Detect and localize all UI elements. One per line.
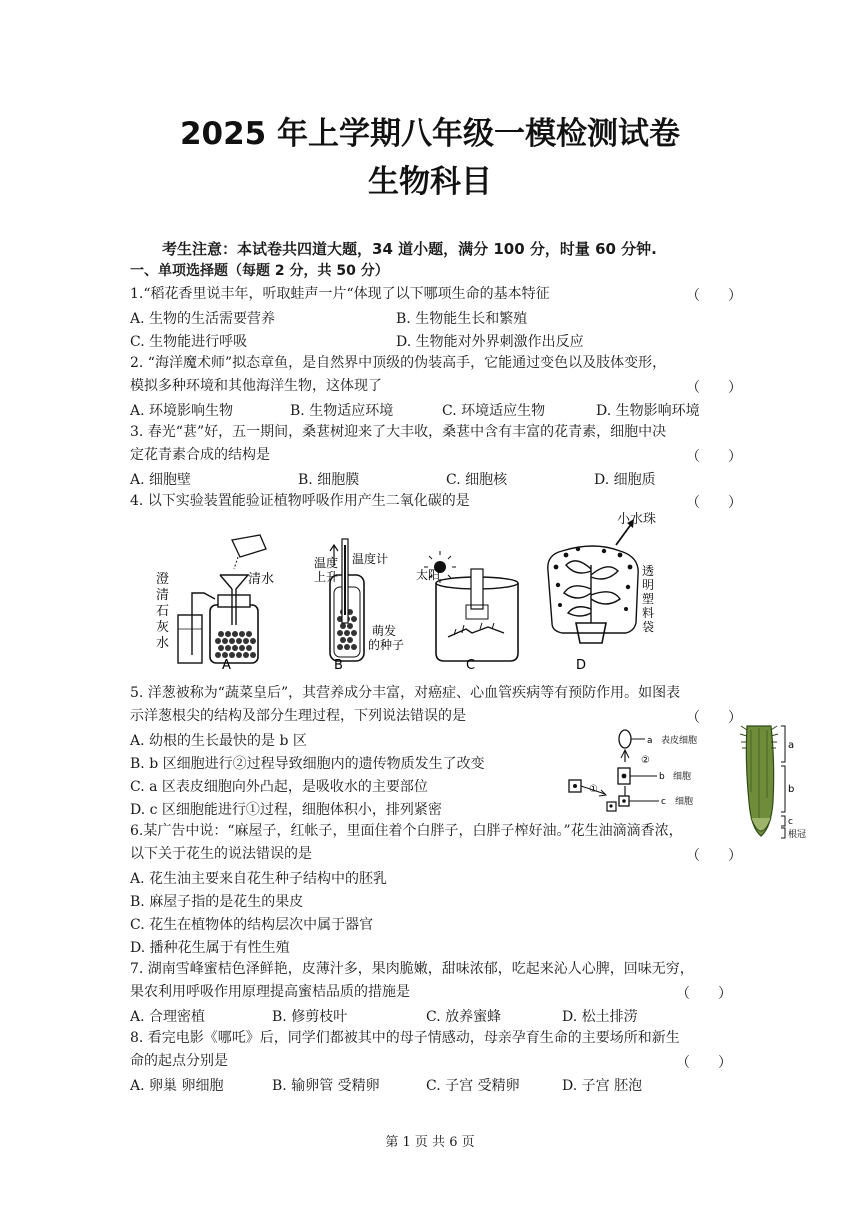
fig-a-label: A: [222, 658, 231, 673]
fig-d-bag-5: 袋: [642, 620, 655, 634]
zone-brackets: [781, 726, 785, 838]
zone-a-marker: a: [647, 736, 653, 746]
q2-answer-paren: （ ）: [686, 380, 742, 396]
q6-option-a: A. 花生油主要来自花生种子结构中的胚乳: [130, 871, 388, 887]
fig-c-label: C: [466, 658, 476, 673]
q7-option-a: A. 合理密植: [130, 1009, 206, 1025]
fig-b-seed-1: 萌发: [372, 624, 397, 638]
root-tip: [740, 726, 778, 836]
q2-stem-2: 模拟多种环境和其他海洋生物，这体现了: [130, 378, 382, 394]
q3-answer-paren: （ ）: [686, 449, 742, 465]
q5-option-a: A. 幼根的生长最快的是 b 区: [130, 733, 307, 749]
fig-d-bag-3: 塑: [642, 592, 655, 606]
q1-option-d: D. 生物能对外界刺激作出反应: [396, 334, 584, 350]
fig-a-side-3: 石: [156, 604, 170, 619]
zone-b-label: b: [788, 784, 795, 795]
q1-option-b: B. 生物能生长和繁殖: [396, 311, 528, 327]
fig-d-bag-4: 料: [642, 606, 655, 620]
q4-figure: [120, 505, 740, 685]
q3-stem-2: 定花青素合成的结构是: [130, 447, 270, 463]
q1-answer-paren: （ ）: [686, 288, 742, 304]
cell-b-label: 细胞: [673, 772, 692, 782]
apparatus-a: [178, 535, 266, 663]
q6-stem-2: 以下关于花生的说法错误的是: [130, 846, 312, 862]
zone-a-label: a: [788, 740, 795, 751]
q8-option-b: B. 输卵管 受精卵: [272, 1078, 380, 1094]
zone-c-label: c: [788, 817, 793, 827]
q7-option-c: C. 放养蜜蜂: [426, 1009, 502, 1025]
q6-option-b: B. 麻屋子指的是花生的果皮: [130, 894, 304, 910]
q5-stem-2: 示洋葱根尖的结构及部分生理过程，下列说法错误的是: [130, 708, 466, 724]
fig-b-seed-2: 的种子: [368, 638, 405, 652]
q3-option-a: A. 细胞壁: [130, 472, 192, 488]
q7-stem-2: 果农利用呼吸作用原理提高蜜桔品质的措施是: [130, 984, 410, 1000]
q6-answer-paren: （ ）: [686, 848, 742, 864]
q2-option-c: C. 环境适应生物: [442, 403, 546, 419]
q6-stem-1: 6.某广告中说：“麻屋子，红帐子，里面住着个白胖子，白胖子榨好油。”花生油滴滴香浓，: [130, 823, 683, 839]
exam-subject: 生物科目: [368, 164, 492, 200]
q1-option-a: A. 生物的生活需要营养: [130, 311, 276, 327]
q5-option-d: D. c 区细胞能进行①过程，细胞体积小，排列紧密: [130, 802, 442, 818]
zone-b-marker: b: [659, 772, 665, 782]
fig-d-drop-label: 小水珠: [617, 512, 657, 527]
page-footer: 第 1 页 共 6 页: [385, 1135, 475, 1150]
q2-option-b: B. 生物适应环境: [290, 403, 394, 419]
q7-option-b: B. 修剪枝叶: [272, 1009, 348, 1025]
fig-c-sun-label: 太阳: [416, 568, 441, 582]
q1-option-c: C. 生物能进行呼吸: [130, 334, 248, 350]
q1-stem: 1.“稻花香里说丰年，听取蛙声一片“体现了以下哪项生命的基本特征: [130, 286, 550, 302]
q3-stem-1: 3. 春光“葚”好，五一期间，桑葚树迎来了大丰收，桑葚中含有丰富的花青素，细胞中决: [130, 424, 667, 440]
fig-a-water-label: 清水: [248, 572, 275, 587]
fig-a-side-1: 澄: [156, 572, 170, 587]
q5-stem-1: 5. 洋葱被称为“蔬菜皇后”，其营养成分丰富，对癌症、心血管疾病等有预防作用。如图表: [130, 685, 681, 701]
section-heading: 一、单项选择题（每题 2 分，共 50 分）: [130, 263, 389, 279]
zone-c-marker: c: [661, 797, 666, 807]
q7-option-d: D. 松土排涝: [562, 1009, 638, 1025]
q2-option-d: D. 生物影响环境: [596, 403, 700, 419]
q2-option-a: A. 环境影响生物: [130, 403, 234, 419]
q5-answer-paren: （ ）: [686, 710, 742, 726]
fig-b-thermometer: 温度计: [352, 552, 389, 566]
q6-option-d: D. 播种花生属于有性生殖: [130, 940, 290, 956]
process-1-label: ①: [589, 784, 598, 795]
process-2-label: ②: [641, 755, 650, 766]
fig-a-side-5: 水: [156, 636, 170, 651]
q5-option-c: C. a 区表皮细胞向外凸起，是吸收水的主要部位: [130, 779, 428, 795]
q2-stem-1: 2. “海洋魔术师”拟态章鱼，是自然界中顶级的伪装高手，它能通过变色以及肢体变形，: [130, 355, 667, 371]
fig-d-bag-1: 透: [642, 564, 655, 578]
cell-a-label: 表皮细胞: [661, 736, 698, 746]
q8-stem-2: 命的起点分别是: [130, 1053, 228, 1069]
cell-c-label: 细胞: [675, 797, 694, 807]
fig-d-label: D: [576, 658, 587, 673]
q8-option-d: D. 子宫 胚泡: [562, 1078, 643, 1094]
q8-option-a: A. 卵巢 卵细胞: [130, 1078, 224, 1094]
q8-answer-paren: （ ）: [676, 1055, 732, 1071]
fig-b-label: B: [334, 658, 343, 673]
exam-title: 2025 年上学期八年级一模检测试卷: [179, 116, 681, 152]
q4-stem: 4. 以下实验装置能验证植物呼吸作用产生二氧化碳的是: [130, 493, 470, 509]
q3-option-b: B. 细胞膜: [298, 472, 360, 488]
fig-d-bag-2: 明: [642, 578, 655, 592]
q6-option-c: C. 花生在植物体的结构层次中属于器官: [130, 917, 374, 933]
q7-stem-1: 7. 湖南雪峰蜜桔色泽鲜艳，皮薄汁多，果肉脆嫩，甜味浓郁，吃起来沁人心脾，回味无穷，: [130, 961, 694, 977]
q8-option-c: C. 子宫 受精卵: [426, 1078, 520, 1094]
q3-option-c: C. 细胞核: [446, 472, 508, 488]
fig-b-temp-2: 上升: [314, 570, 339, 584]
fig-a-side-2: 清: [156, 588, 170, 603]
exam-notice: 考生注意：本试卷共四道大题，34 道小题，满分 100 分，时量 60 分钟.: [162, 240, 657, 258]
q8-stem-1: 8. 看完电影《哪吒》后，同学们都被其中的母子情感动，母亲孕育生命的主要场所和新生: [130, 1030, 680, 1046]
root-cap-label: 根冠: [788, 830, 807, 840]
q5-option-b: B. b 区细胞进行②过程导致细胞内的遗传物质发生了改变: [130, 756, 485, 772]
q4-answer-paren: （ ）: [686, 495, 742, 511]
fig-a-side-4: 灰: [156, 620, 170, 635]
root-cell-diagram: [569, 730, 659, 811]
fig-b-temp-1: 温度: [314, 556, 339, 570]
q7-answer-paren: （ ）: [676, 986, 732, 1002]
q3-option-d: D. 细胞质: [594, 472, 656, 488]
apparatus-d: [548, 519, 638, 643]
